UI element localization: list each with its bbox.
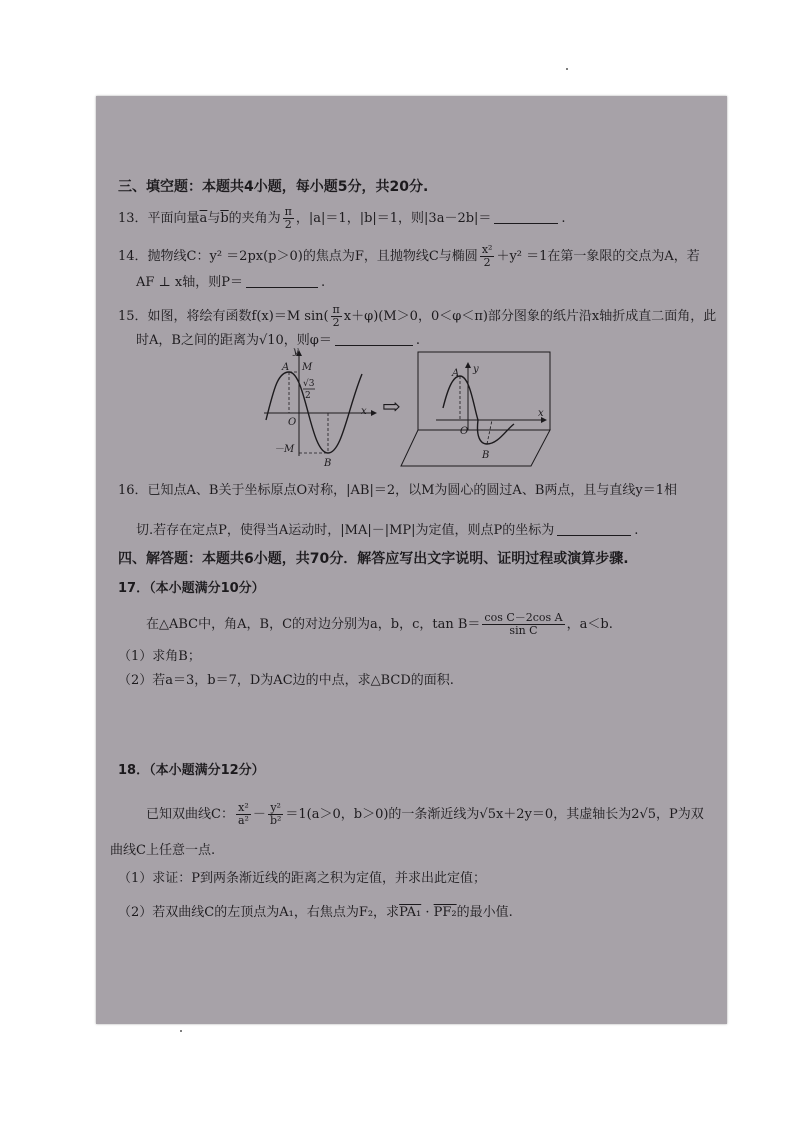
q14-line1-prefix: 14．抛物线C：y² ＝2px(p＞0)的焦点为F，且抛物线C与椭圆 xyxy=(118,249,478,264)
left-label-b: B xyxy=(324,458,332,469)
q15-line2-prefix: 时A，B之间的距离为√10，则φ＝ xyxy=(136,333,332,348)
q17-part2: （2）若a＝3，b＝7，D为AC边的中点，求△BCD的面积. xyxy=(118,673,454,688)
left-sine-graph xyxy=(264,346,377,469)
scan-speck-bottom xyxy=(180,1030,182,1032)
right-label-a: A xyxy=(452,368,460,379)
q13-end: . xyxy=(561,211,566,226)
vector-pa1: PA₁ xyxy=(399,905,422,920)
right-y-arrow xyxy=(465,362,471,368)
scan-speck-top xyxy=(566,68,568,70)
q18-frac1-num: x² xyxy=(236,802,251,815)
q18-minus: － xyxy=(252,807,266,822)
question-16-line1: 16．已知点A、B关于坐标原点O对称，|AB|＝2，以M为圆心的圆过A、B两点，且与直线y＝1相 xyxy=(118,483,677,498)
q17-stem xyxy=(146,612,613,637)
exam-page xyxy=(96,96,727,1024)
left-label-negm: －M xyxy=(274,444,295,455)
question-15-line1 xyxy=(118,304,716,329)
q14-frac-num: x² xyxy=(481,243,493,256)
q18-frac2-num: y² xyxy=(268,802,283,815)
right-label-o: O xyxy=(460,426,469,437)
q15-frac-den: 2 xyxy=(332,316,340,329)
horizontal-plane xyxy=(401,430,550,466)
right-folded-graph xyxy=(401,352,550,466)
q17-frac-num: cos C－2cos A xyxy=(484,611,563,624)
vector-a: $\overline{a}$ xyxy=(199,211,208,226)
q18-part2-prefix: （2）若双曲线C的左顶点为A₁，右焦点为F₂，求 xyxy=(118,905,400,920)
q18-stem xyxy=(146,802,704,827)
left-label-y: y xyxy=(293,346,299,357)
q16-line2-prefix: 切.若存在定点P，使得当A运动时，|MA|－|MP|为定值，则点P的坐标为 xyxy=(136,523,555,538)
right-upper-curve xyxy=(443,376,478,420)
section3-title: 三、填空题：本题共4小题，每小题5分，共20分. xyxy=(118,179,429,195)
q14-answer-blank[interactable] xyxy=(246,275,318,288)
q17-stem-prefix: 在△ABC中，角A，B，C的对边分别为a，b，c，tan B＝ xyxy=(146,617,481,632)
q16-answer-blank[interactable] xyxy=(557,523,631,536)
left-label-o: O xyxy=(288,417,297,428)
q14-line2-prefix: AF ⊥ x轴，则P＝ xyxy=(136,275,243,290)
right-label-x: x xyxy=(538,408,544,419)
left-x-arrow xyxy=(371,410,377,416)
question-16-line2 xyxy=(136,522,638,540)
right-label-b: B xyxy=(482,450,490,461)
q15-figure xyxy=(96,348,727,478)
q15-line1-suffix: x＋φ)(M＞0，0＜φ＜π)部分图象的纸片沿x轴折成直二面角，此 xyxy=(343,309,717,324)
left-label-sqrt3: √3 xyxy=(303,379,315,389)
q16-line2-end: . xyxy=(634,523,639,538)
q15-frac-num: π xyxy=(332,303,340,316)
q13-answer-blank[interactable] xyxy=(494,211,558,224)
fold-arrow-icon: ⇨ xyxy=(382,395,401,420)
q18-heading: 18．（本小题满分12分） xyxy=(118,763,265,778)
question-14-line2 xyxy=(136,274,325,292)
q18-stem-prefix: 已知双曲线C： xyxy=(146,807,234,822)
left-label-m: M xyxy=(302,362,313,373)
q18-dot: · xyxy=(421,905,434,920)
question-14-line1 xyxy=(118,244,700,269)
q18-part2 xyxy=(118,904,513,922)
q13-prefix: 13．平面向量 xyxy=(118,211,200,226)
right-label-y: y xyxy=(473,364,479,375)
q18-part2-suffix: 的最小值. xyxy=(456,905,513,920)
q18-frac2-den: b² xyxy=(269,814,282,827)
q13-frac-den: 2 xyxy=(284,218,292,231)
vector-pf2: PF₂ xyxy=(433,905,457,920)
q13-mid2: 的夹角为 xyxy=(228,211,281,226)
q17-part1: （1）求角B； xyxy=(118,649,201,664)
q18-fraction-y xyxy=(268,802,283,827)
q18-fraction-x xyxy=(236,802,251,827)
section4-title: 四、解答题：本题共6小题，共70分．解答应写出文字说明、证明过程或演算步骤. xyxy=(118,551,629,567)
left-label-a: A xyxy=(282,362,290,373)
q15-answer-blank[interactable] xyxy=(335,333,413,346)
q17-stem-suffix: ，a＜b. xyxy=(566,617,613,632)
q18-stem-suffix: ＝1(a＞0，b＞0)的一条渐近线为√5x＋2y＝0，其虚轴长为2√5，P为双 xyxy=(285,807,704,822)
q14-line1-suffix: ＋y² ＝1在第一象限的交点为A，若 xyxy=(496,249,700,264)
right-dash-b xyxy=(487,420,492,444)
q14-line2-end: . xyxy=(320,275,326,290)
q13-fraction xyxy=(283,206,294,231)
q17-fraction xyxy=(482,612,564,637)
q18-part1: （1）求证：P到两条渐近线的距离之积为定值，并求出此定值； xyxy=(118,871,487,886)
q13-mid3: ，|a|＝1，|b|＝1，则|3a－2b|＝ xyxy=(295,211,492,226)
q15-line2-end: . xyxy=(415,333,421,348)
q18-frac1-den: a² xyxy=(237,814,249,827)
question-13 xyxy=(118,206,566,231)
q18-line2: 曲线C上任意一点. xyxy=(110,843,216,858)
q15-fraction xyxy=(331,304,342,329)
q17-heading: 17．（本小题满分10分） xyxy=(118,581,265,596)
left-label-x: x xyxy=(361,406,367,417)
left-label-2: 2 xyxy=(305,391,311,401)
q15-line1-prefix: 15．如图，将绘有函数f(x)＝M sin( xyxy=(118,309,329,324)
vertical-plane xyxy=(418,352,550,430)
q14-fraction xyxy=(480,244,495,269)
q14-frac-den: 2 xyxy=(483,256,491,269)
q13-frac-num: π xyxy=(284,205,292,218)
vector-b: $\overline{b}$ xyxy=(220,211,229,226)
q17-frac-den: sin C xyxy=(509,624,538,637)
right-lower-curve xyxy=(477,420,514,444)
q13-mid1: 与 xyxy=(207,211,221,226)
